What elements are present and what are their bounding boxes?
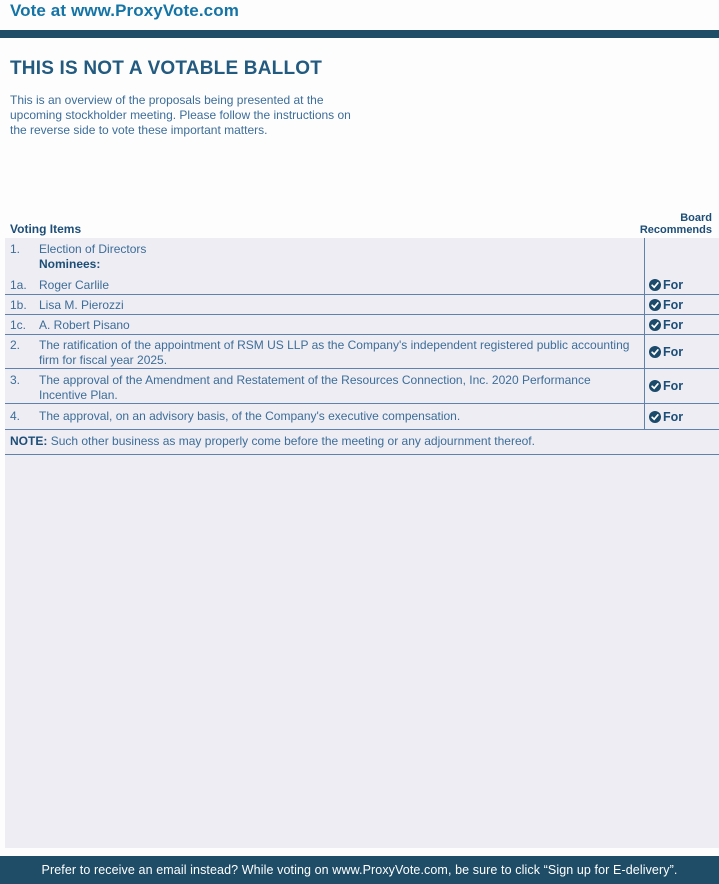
note-label: NOTE:: [10, 434, 48, 448]
check-icon: [649, 380, 661, 392]
table-header: [10, 212, 712, 236]
for-label: For: [663, 297, 684, 312]
table-row-nominee-1a: [5, 275, 719, 295]
check-icon: [649, 299, 661, 311]
item-number: 1a.: [10, 278, 27, 292]
check-icon: [649, 319, 661, 331]
item-text: Roger Carlile: [39, 278, 110, 292]
ballot-intro: [10, 58, 430, 138]
item-number: 4.: [10, 409, 21, 423]
item-text: The ratification of the appointment of RSM US LLP as the Company's independent registered public accounting firm for fiscal year 2025.: [39, 338, 630, 367]
for-label: For: [663, 379, 684, 393]
recommend-cell: [644, 295, 719, 314]
check-icon: [649, 346, 661, 358]
recommend-cell-empty: [644, 238, 719, 275]
check-icon: [649, 411, 661, 423]
table-row-proposal-2: [5, 335, 719, 369]
item-number: 3.: [10, 373, 21, 387]
check-icon: [649, 279, 661, 291]
note-text: Such other business as may properly come before the meeting or any adjournment thereof.: [50, 434, 535, 448]
item-text: A. Robert Pisano: [39, 318, 130, 332]
item-number: 1b.: [10, 298, 27, 312]
footer-bar: [0, 856, 719, 884]
for-label: For: [663, 277, 684, 292]
for-label: For: [663, 344, 684, 359]
nominees-label: Nominees:: [39, 257, 101, 271]
table-row-nominee-1b: [5, 295, 719, 315]
proxyvote-url-title: Vote at www.ProxyVote.com: [10, 1, 239, 20]
item-text: The approval, on an advisory basis, of the Company's executive compensation.: [39, 409, 461, 423]
item-text: Lisa M. Pierozzi: [39, 298, 124, 312]
recommend-cell: [644, 404, 719, 429]
board-recommends-header: Board Recommends: [639, 212, 712, 236]
footer-text: Prefer to receive an email instead? While voting on www.ProxyVote.com, be sure to click “Sign up for E-delivery”.: [41, 863, 678, 877]
item-number: 1c.: [10, 318, 27, 332]
item-text: The approval of the Amendment and Restatement of the Resources Connection, Inc. 2020 Performance Incentive Plan.: [39, 373, 591, 402]
header-divider-bar: [0, 30, 719, 38]
recommend-cell: [644, 335, 719, 368]
recommend-cell: [644, 275, 719, 294]
for-label: For: [663, 317, 684, 332]
table-row-proposal-3: [5, 369, 719, 404]
table-row-nominee-1c: [5, 315, 719, 335]
item-number: 1.: [10, 242, 21, 256]
intro-paragraph: This is an overview of the proposals being presented at the upcoming stockholder meeting. Please follow the instructions on the reverse side to vote these important matters.: [10, 93, 351, 137]
recommend-cell: [644, 369, 719, 403]
voting-items-header: Voting Items: [10, 222, 82, 236]
for-label: For: [663, 409, 684, 424]
voting-table: [5, 238, 719, 848]
table-row-proposal-4: [5, 404, 719, 430]
note-row: [5, 430, 719, 455]
recommend-cell: [644, 315, 719, 334]
item-text: Election of Directors: [39, 242, 147, 256]
item-number: 2.: [10, 338, 21, 352]
not-votable-heading: THIS IS NOT A VOTABLE BALLOT: [10, 58, 323, 79]
table-row-election: [5, 238, 719, 275]
